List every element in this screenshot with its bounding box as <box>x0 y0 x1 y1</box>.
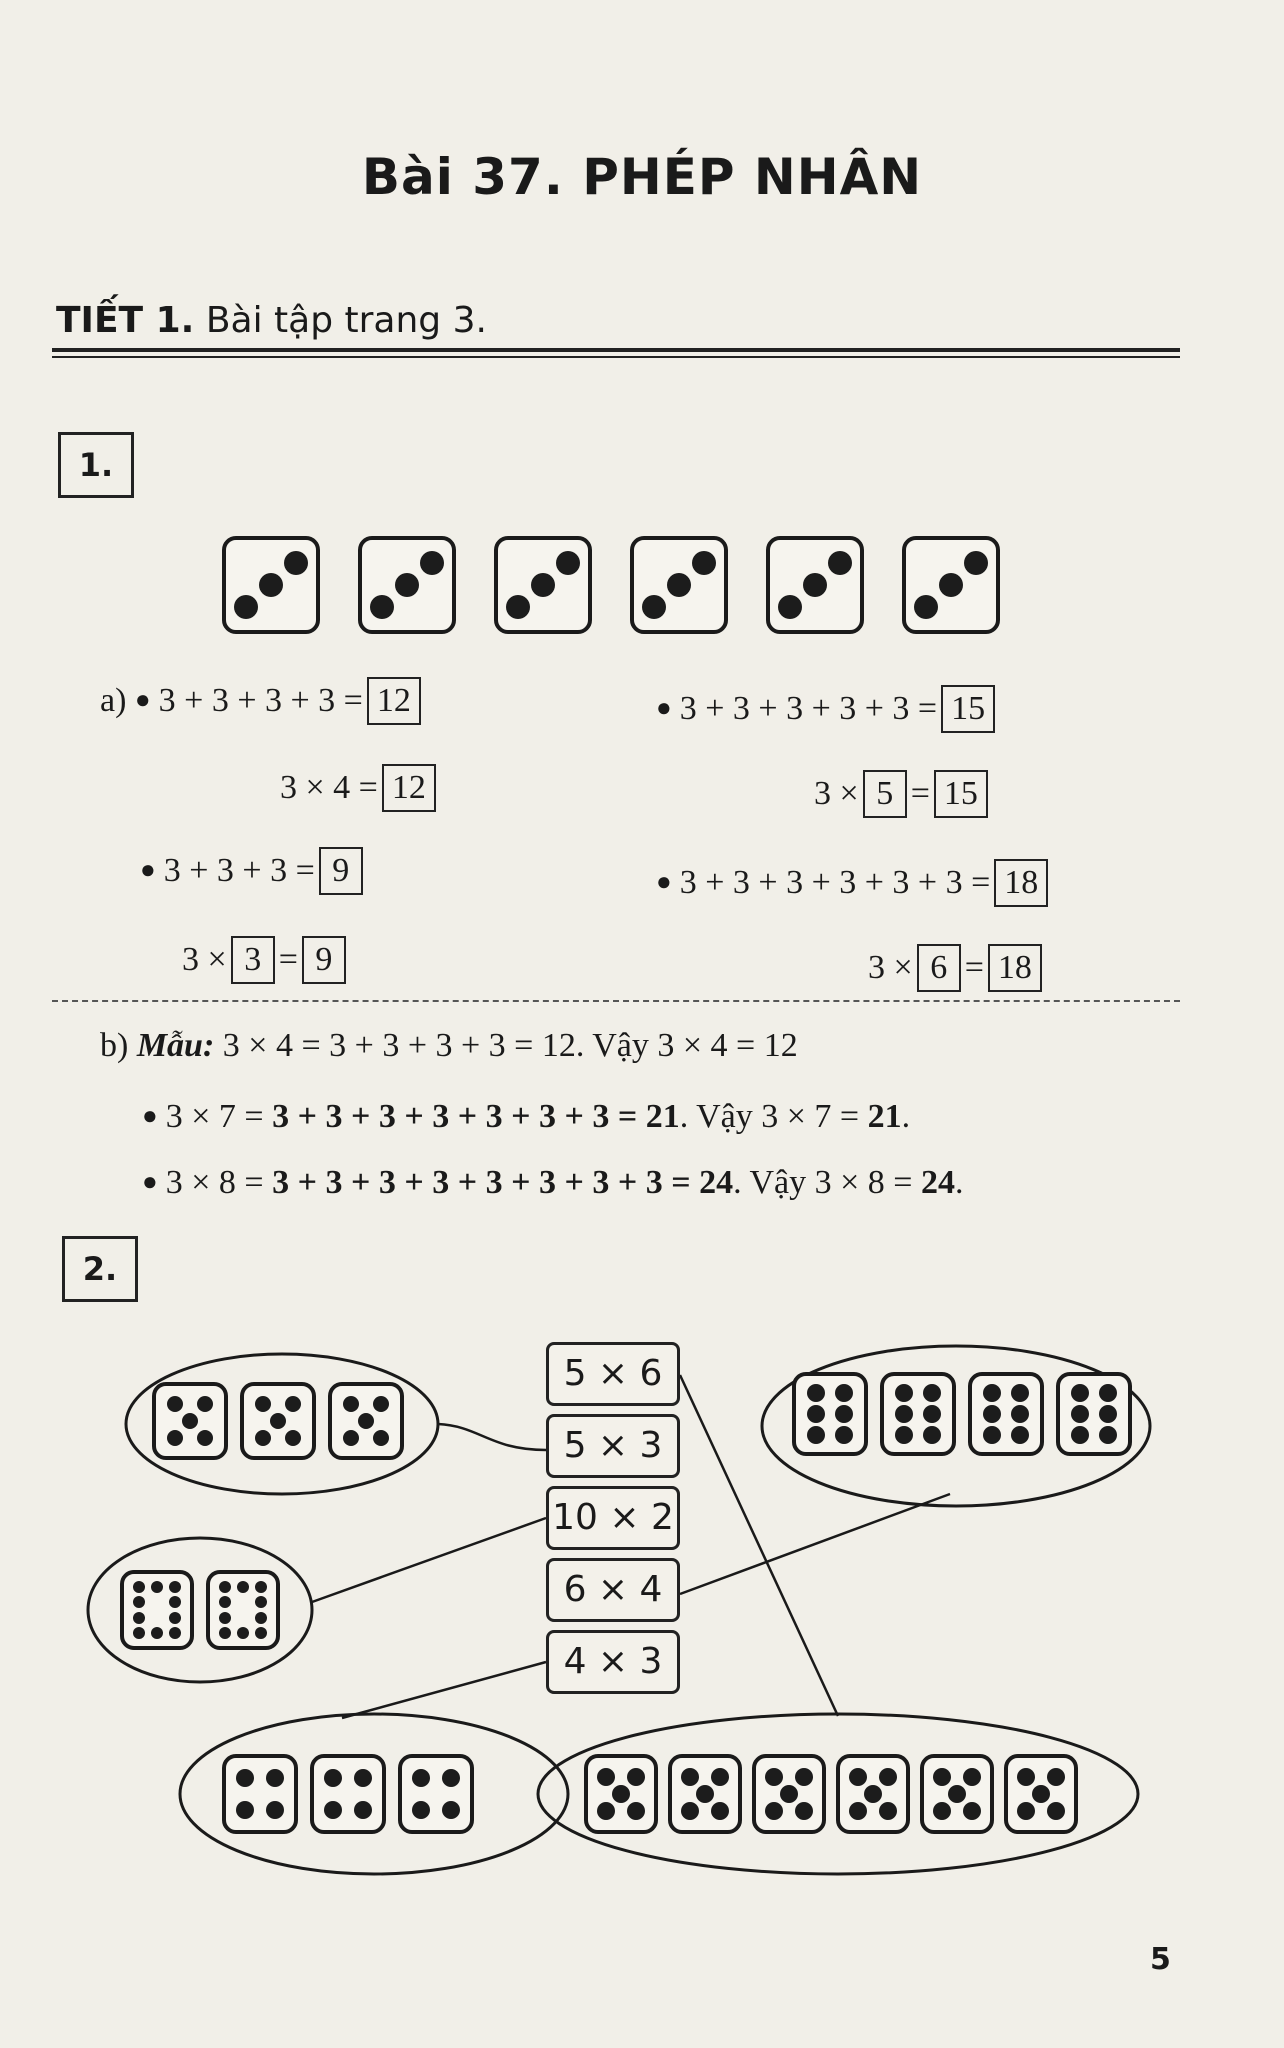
dice-icon <box>752 1754 826 1834</box>
operation-box[interactable]: 6 × 4 <box>546 1558 680 1622</box>
pip <box>864 1785 882 1803</box>
pip <box>167 1430 183 1446</box>
dice-icon <box>792 1372 868 1456</box>
pip <box>169 1596 181 1608</box>
pip <box>151 1627 163 1639</box>
pip <box>354 1769 372 1787</box>
pip <box>266 1769 284 1787</box>
pip <box>442 1769 460 1787</box>
answer-box: 5 <box>863 770 907 818</box>
pip <box>983 1384 1001 1402</box>
pip <box>255 1596 267 1608</box>
pip <box>133 1612 145 1624</box>
ex1b-lhs: 3 × 8 = <box>165 1164 264 1201</box>
pip <box>133 1581 145 1593</box>
pip <box>835 1405 853 1423</box>
pip <box>1047 1802 1065 1820</box>
ex1a-product: 3 × 4 = <box>280 769 378 806</box>
pip <box>236 1769 254 1787</box>
pip <box>255 1627 267 1639</box>
pip <box>343 1396 359 1412</box>
pip <box>711 1768 729 1786</box>
dice-icon <box>1056 1372 1132 1456</box>
pip <box>1011 1405 1029 1423</box>
pip <box>597 1802 615 1820</box>
pip <box>285 1396 301 1412</box>
bullet-icon: ● <box>656 693 672 722</box>
ex1a-sum: 3 + 3 + 3 + 3 + 3 + 3 = <box>679 864 991 901</box>
pip <box>1099 1405 1117 1423</box>
pip <box>169 1581 181 1593</box>
operation-box[interactable]: 4 × 3 <box>546 1630 680 1694</box>
ex1b-result: 21 <box>867 1098 902 1135</box>
pip <box>151 1581 163 1593</box>
pip <box>182 1413 198 1429</box>
bullet-icon: ● <box>134 685 151 714</box>
pip <box>627 1802 645 1820</box>
pip <box>933 1802 951 1820</box>
pip <box>133 1627 145 1639</box>
pip <box>923 1426 941 1444</box>
pip <box>696 1785 714 1803</box>
pip <box>1011 1426 1029 1444</box>
pip <box>795 1802 813 1820</box>
exercise-1-number: 1. <box>58 432 134 498</box>
bullet-icon: ● <box>140 855 156 884</box>
ex1b-end: . <box>901 1098 911 1135</box>
pip <box>681 1768 699 1786</box>
pip <box>765 1768 783 1786</box>
pip <box>237 1581 249 1593</box>
dice-icon <box>668 1754 742 1834</box>
pip <box>933 1768 951 1786</box>
pip <box>681 1802 699 1820</box>
pip <box>983 1426 1001 1444</box>
matching-line <box>312 1518 546 1602</box>
pip <box>373 1396 389 1412</box>
ex1a-product: 3 × <box>182 941 227 978</box>
answer-box: 9 <box>319 847 363 895</box>
operation-box[interactable]: 5 × 3 <box>546 1414 680 1478</box>
lesson-text: Bài tập trang 3. <box>205 300 487 341</box>
dice-icon <box>836 1754 910 1834</box>
pip <box>285 1430 301 1446</box>
pip <box>255 1612 267 1624</box>
pip <box>133 1596 145 1608</box>
answer-box: 18 <box>988 944 1042 992</box>
pip <box>895 1384 913 1402</box>
pip <box>963 1802 981 1820</box>
pip <box>219 1627 231 1639</box>
pip <box>169 1612 181 1624</box>
dice-icon <box>398 1754 474 1834</box>
pip <box>358 1413 374 1429</box>
pip <box>1099 1384 1117 1402</box>
ex1a-sum: 3 + 3 + 3 + 3 + 3 = <box>679 690 938 727</box>
pip <box>807 1426 825 1444</box>
pip <box>412 1769 430 1787</box>
pip <box>835 1426 853 1444</box>
pip <box>219 1581 231 1593</box>
exercise-2-number: 2. <box>62 1236 138 1302</box>
pip <box>255 1396 271 1412</box>
ex1b-label: b) <box>100 1027 129 1064</box>
matching-line <box>342 1662 546 1718</box>
ex1b-sum: 3 + 3 + 3 + 3 + 3 + 3 + 3 = 21 <box>272 1098 680 1135</box>
dice-icon <box>222 1754 298 1834</box>
dice-icon <box>206 1570 280 1650</box>
operation-box[interactable]: 10 × 2 <box>546 1486 680 1550</box>
dice-icon <box>584 1754 658 1834</box>
pip <box>169 1627 181 1639</box>
ex1b-result: 24 <box>920 1164 955 1201</box>
dice-icon <box>1004 1754 1078 1834</box>
dice-icon <box>310 1754 386 1834</box>
dice-icon <box>240 1382 316 1460</box>
ex1a-sum: 3 + 3 + 3 = <box>163 852 315 889</box>
pip <box>983 1405 1001 1423</box>
pip <box>923 1405 941 1423</box>
pip <box>597 1768 615 1786</box>
pip <box>849 1768 867 1786</box>
pip <box>1011 1384 1029 1402</box>
ex1b-sample-label: Mẫu: <box>136 1027 215 1064</box>
pip <box>255 1581 267 1593</box>
matching-line <box>680 1494 950 1594</box>
pip <box>197 1396 213 1412</box>
pip <box>795 1768 813 1786</box>
ex1b-sample-text: 3 × 4 = 3 + 3 + 3 + 3 = 12. Vậy 3 × 4 = 12 <box>222 1027 798 1064</box>
pip <box>1099 1426 1117 1444</box>
equals-sign: = <box>278 941 298 978</box>
ex1b-sum: 3 + 3 + 3 + 3 + 3 + 3 + 3 + 3 = 24 <box>272 1164 734 1201</box>
dice-icon <box>328 1382 404 1460</box>
answer-box: 18 <box>994 859 1048 907</box>
dice-icon <box>968 1372 1044 1456</box>
answer-box: 15 <box>934 770 988 818</box>
ex1b-mid: . Vậy 3 × 8 = <box>733 1164 913 1201</box>
pip <box>324 1769 342 1787</box>
pip <box>219 1612 231 1624</box>
equals-sign: = <box>910 775 930 812</box>
pip <box>895 1426 913 1444</box>
pip <box>923 1384 941 1402</box>
pip <box>343 1430 359 1446</box>
lesson-prefix: TIẾT 1. <box>56 300 195 341</box>
answer-box: 9 <box>302 936 346 984</box>
answer-box: 12 <box>367 677 421 725</box>
pip <box>879 1768 897 1786</box>
pip <box>1047 1768 1065 1786</box>
answer-box: 6 <box>917 944 961 992</box>
pip <box>219 1596 231 1608</box>
dice-icon <box>120 1570 194 1650</box>
ex1a-product: 3 × <box>868 949 913 986</box>
pip <box>1071 1426 1089 1444</box>
pip <box>612 1785 630 1803</box>
pip <box>963 1768 981 1786</box>
pip <box>1071 1405 1089 1423</box>
pip <box>1032 1785 1050 1803</box>
pip <box>373 1430 389 1446</box>
dice-icon <box>920 1754 994 1834</box>
bullet-icon: ● <box>656 867 672 896</box>
ex1b-lhs: 3 × 7 = <box>165 1098 264 1135</box>
ex1a-label: a) <box>100 682 127 719</box>
pip <box>627 1768 645 1786</box>
operation-box[interactable]: 5 × 6 <box>546 1342 680 1406</box>
pip <box>236 1801 254 1819</box>
pip <box>765 1802 783 1820</box>
pip <box>197 1430 213 1446</box>
pip <box>354 1801 372 1819</box>
pip <box>780 1785 798 1803</box>
pip <box>895 1405 913 1423</box>
dice-icon <box>880 1372 956 1456</box>
pip <box>412 1801 430 1819</box>
equals-sign: = <box>964 949 984 986</box>
pip <box>879 1802 897 1820</box>
pip <box>948 1785 966 1803</box>
pip <box>1017 1802 1035 1820</box>
pip <box>1017 1768 1035 1786</box>
pip <box>711 1802 729 1820</box>
pip <box>324 1801 342 1819</box>
pip <box>442 1801 460 1819</box>
bullet-icon: ● <box>142 1167 158 1196</box>
ex1b-end: . <box>954 1164 964 1201</box>
answer-box: 3 <box>231 936 275 984</box>
pip <box>270 1413 286 1429</box>
ex1b-mid: . Vậy 3 × 7 = <box>679 1098 860 1135</box>
matching-line <box>438 1424 546 1450</box>
pip <box>266 1801 284 1819</box>
pip <box>807 1405 825 1423</box>
pip <box>807 1384 825 1402</box>
pip <box>255 1430 271 1446</box>
bullet-icon: ● <box>142 1101 158 1130</box>
dice-icon <box>152 1382 228 1460</box>
pip <box>835 1384 853 1402</box>
ex1a-product: 3 × <box>814 775 859 812</box>
pip <box>237 1627 249 1639</box>
page-title: Bài 37. PHÉP NHÂN <box>361 148 923 206</box>
pip <box>167 1396 183 1412</box>
answer-box: 12 <box>382 764 436 812</box>
answer-box: 15 <box>941 685 995 733</box>
pip <box>849 1802 867 1820</box>
page-number: 5 <box>1150 1942 1171 1977</box>
pip <box>1071 1384 1089 1402</box>
ex1a-sum: 3 + 3 + 3 + 3 = <box>158 682 363 719</box>
